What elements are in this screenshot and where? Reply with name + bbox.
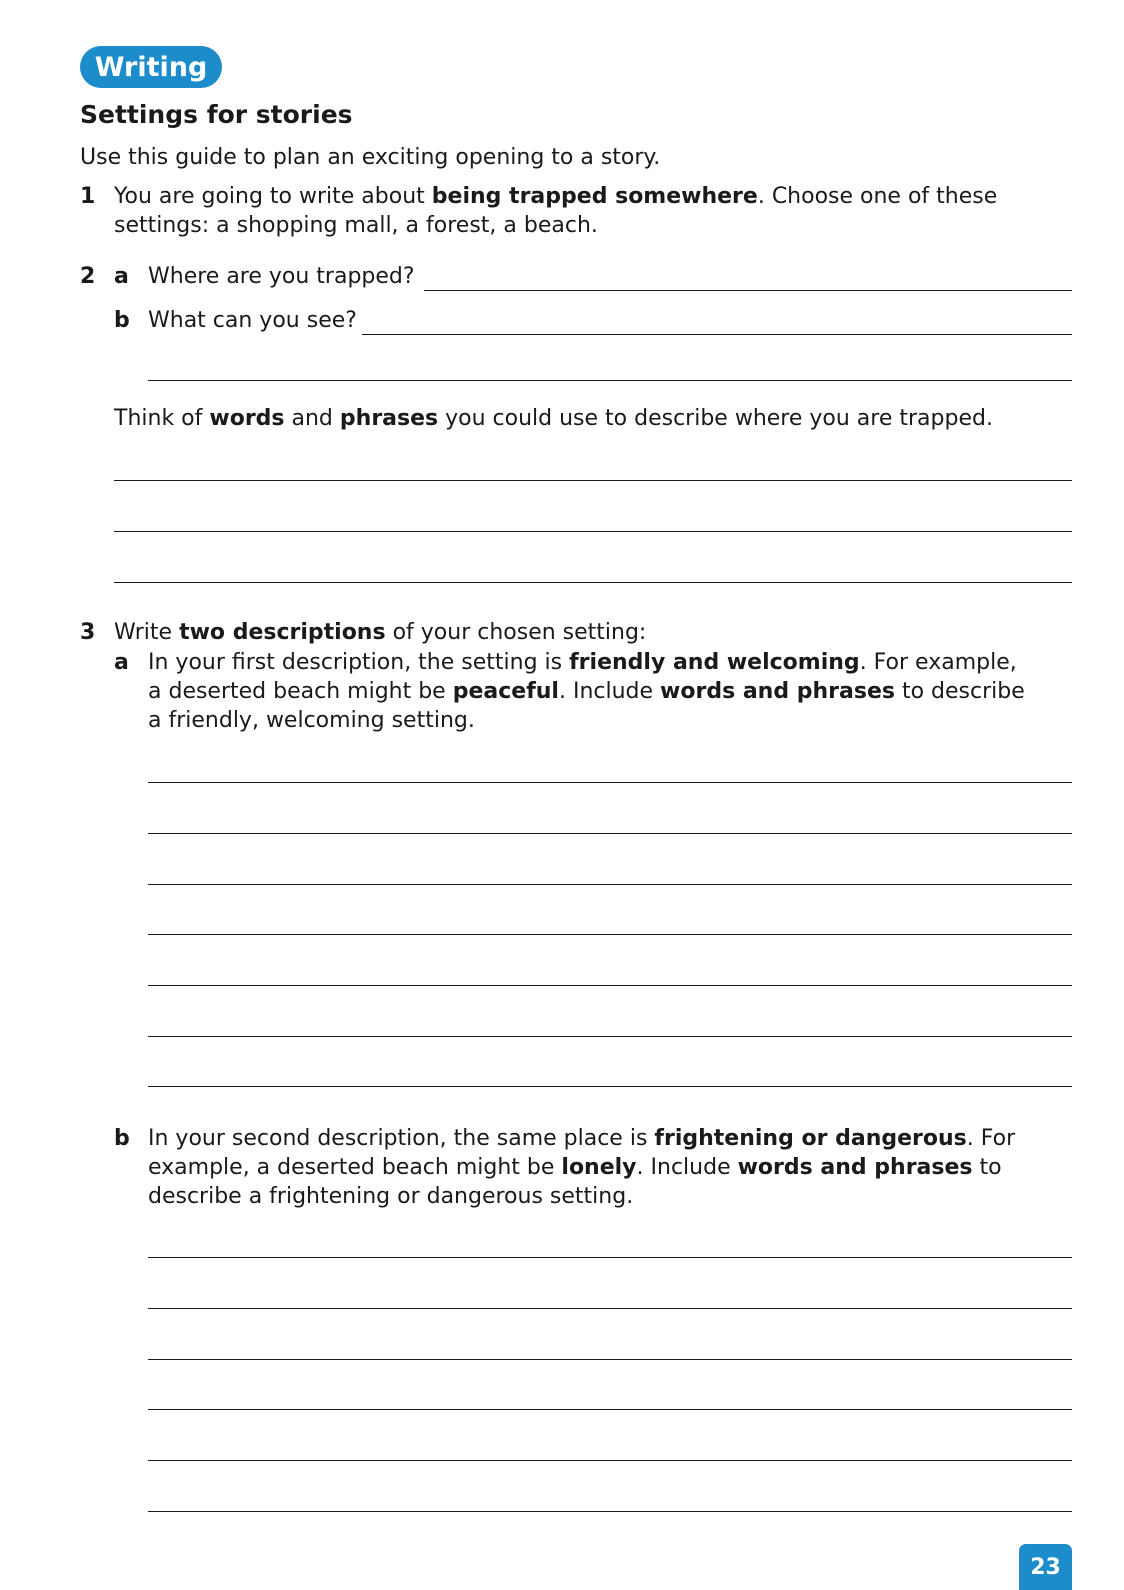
q3a-line-3: a friendly, welcoming setting. xyxy=(148,708,475,733)
q3a-answer-line[interactable] xyxy=(148,884,1072,885)
q3b-answer-line[interactable] xyxy=(148,1359,1072,1360)
q3b-answer-line[interactable] xyxy=(148,1409,1072,1410)
q1-line-1: You are going to write about being trapped somewhere. Choose one of these xyxy=(114,184,998,209)
q3b-answer-line[interactable] xyxy=(148,1257,1072,1258)
q3a-line-1: In your first description, the setting is friendly and welcoming. For example, xyxy=(148,650,1017,675)
q1-number: 1 xyxy=(80,184,96,209)
q3a-answer-line[interactable] xyxy=(148,985,1072,986)
q2b-answer-line[interactable] xyxy=(362,334,1072,335)
q3b-answer-line[interactable] xyxy=(148,1511,1072,1512)
q3a-line-2: a deserted beach might be peaceful. Include words and phrases to describe xyxy=(148,679,1025,704)
q3-number: 3 xyxy=(80,620,96,645)
page-number: 23 xyxy=(1019,1544,1072,1590)
q3b-line-3: describe a frightening or dangerous setting. xyxy=(148,1184,634,1209)
think-text: Think of words and phrases you could use to describe where you are trapped. xyxy=(114,406,993,431)
q3-intro: Write two descriptions of your chosen setting: xyxy=(114,620,647,645)
q2-number: 2 xyxy=(80,264,96,289)
q3a-answer-line[interactable] xyxy=(148,934,1072,935)
q3a-answer-line[interactable] xyxy=(148,782,1072,783)
q2a-answer-line[interactable] xyxy=(424,290,1072,291)
q3a-answer-line[interactable] xyxy=(148,1086,1072,1087)
intro-text: Use this guide to plan an exciting opening to a story. xyxy=(80,145,661,170)
q3a-letter: a xyxy=(114,650,129,675)
q1-line-2: settings: a shopping mall, a forest, a beach. xyxy=(114,213,598,238)
q2b-text: What can you see? xyxy=(148,308,357,333)
q3b-answer-line[interactable] xyxy=(148,1460,1072,1461)
q3a-answer-line[interactable] xyxy=(148,1036,1072,1037)
q3b-line-2: example, a deserted beach might be lonely. Include words and phrases to xyxy=(148,1155,1002,1180)
page-title: Settings for stories xyxy=(80,100,353,129)
q2b-letter: b xyxy=(114,308,130,333)
think-answer-line[interactable] xyxy=(114,582,1072,583)
q3b-letter: b xyxy=(114,1126,130,1151)
q3a-answer-line[interactable] xyxy=(148,833,1072,834)
q2b-answer-line-2[interactable] xyxy=(148,380,1072,381)
section-badge: Writing xyxy=(80,46,222,88)
think-answer-line[interactable] xyxy=(114,480,1072,481)
think-answer-line[interactable] xyxy=(114,531,1072,532)
q2a-letter: a xyxy=(114,264,129,289)
q3b-line-1: In your second description, the same place is frightening or dangerous. For xyxy=(148,1126,1016,1151)
q2a-text: Where are you trapped? xyxy=(148,264,415,289)
q3b-answer-line[interactable] xyxy=(148,1308,1072,1309)
